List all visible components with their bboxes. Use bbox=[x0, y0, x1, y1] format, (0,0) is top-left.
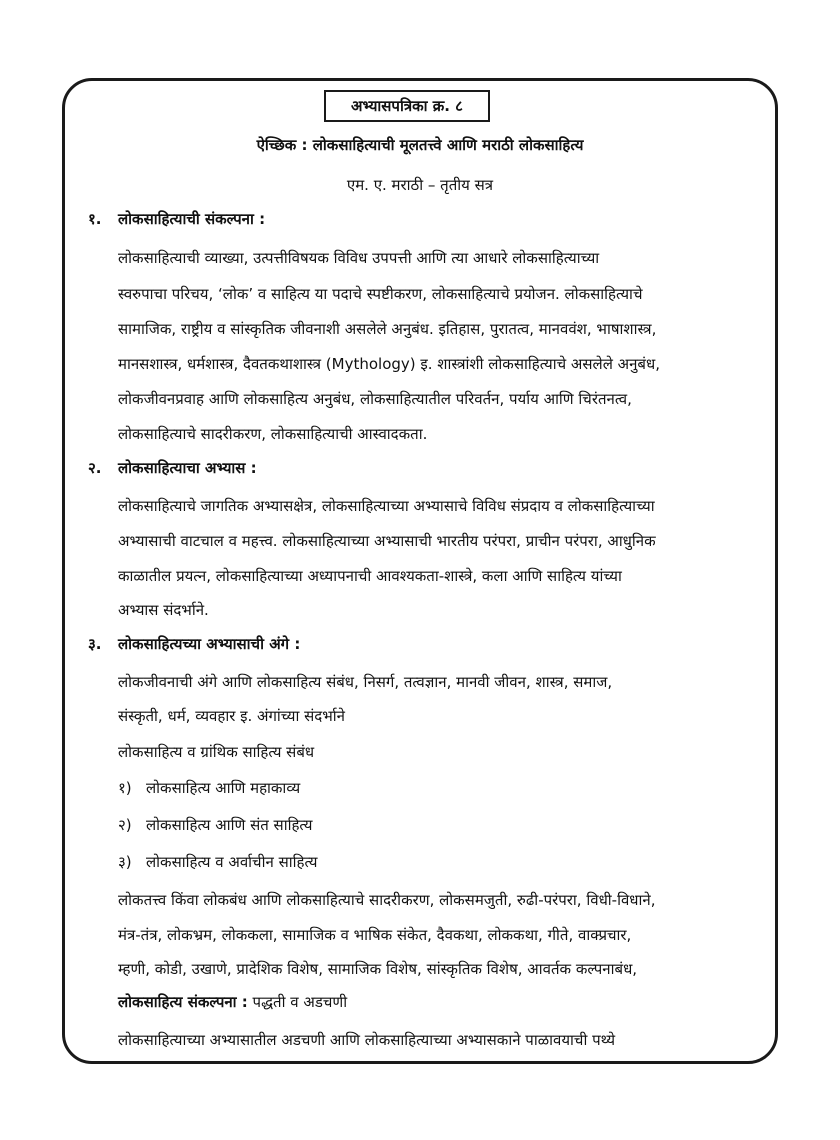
section-heading-text: लोकसाहित्याची संकल्पना : bbox=[118, 210, 266, 228]
list-item-number: १) bbox=[118, 779, 132, 797]
section-3-after-line-1: लोकतत्त्व किंवा लोकबंध आणि लोकसाहित्याचे सादरीकरण, लोकसमजुती, रुढी-परंपरा, विधी-विधाने, bbox=[118, 891, 656, 909]
section-1-line-6: लोकसाहित्याचे सादरीकरण, लोकसाहित्याची आस्वादकता. bbox=[118, 425, 428, 443]
section-3-line-3: लोकसाहित्य व ग्रांथिक साहित्य संबंध bbox=[118, 743, 315, 761]
text-line: लोकसाहित्याची व्याख्या, उत्पत्तीविषयक विविध उपपत्ती आणि त्या आधारे लोकसाहित्याच्या bbox=[118, 249, 600, 267]
section-1-line-5: लोकजीवनप्रवाह आणि लोकसाहित्य अनुबंध, लोकसाहित्यातील परिवर्तन, पर्याय आणि चिरंतनत्व, bbox=[118, 390, 632, 408]
paper-number-title: अभ्यासपत्रिका क्र. ८ bbox=[351, 97, 463, 115]
list-item-number: ३) bbox=[118, 853, 132, 871]
section-3-line-1: लोकजीवनाची अंगे आणि लोकसाहित्य संबंध, निसर्ग, तत्वज्ञान, मानवी जीवन, शास्त्र, समाज, bbox=[118, 673, 613, 691]
section-1-heading bbox=[88, 212, 265, 227]
section-3-final-line: लोकसाहित्याच्या अभ्यासातील अडचणी आणि लोकसाहित्याच्या अभ्यासकाने पाळावयाची पथ्ये bbox=[118, 1031, 616, 1049]
section-number: १. bbox=[88, 210, 102, 228]
list-item-3 bbox=[118, 855, 318, 870]
list-item-number: २) bbox=[118, 816, 132, 834]
section-3-after-line-2: मंत्र-तंत्र, लोकभ्रम, लोककला, सामाजिक व भाषिक संकेत, दैवकथा, लोककथा, गीते, वाक्प्रचार, bbox=[118, 926, 632, 944]
list-item-2 bbox=[118, 818, 312, 833]
section-1-line-1 bbox=[118, 251, 752, 266]
section-2-line-1: लोकसाहित्याचे जागतिक अभ्यासक्षेत्र, लोकसाहित्याच्या अभ्यासाचे विविध संप्रदाय व लोकसाहित्याच्या bbox=[118, 497, 655, 515]
section-heading-text: लोकसाहित्याचा अभ्यास : bbox=[118, 459, 257, 477]
list-item-text: लोकसाहित्य व अर्वाचीन साहित्य bbox=[146, 853, 318, 871]
section-2-heading bbox=[88, 461, 257, 476]
section-3-heading bbox=[88, 637, 300, 652]
section-heading-text: लोकसाहित्यच्या अभ्यासाची अंगे : bbox=[118, 635, 301, 653]
list-item-text: लोकसाहित्य आणि संत साहित्य bbox=[146, 816, 313, 834]
sub-heading-bold: लोकसाहित्य संकल्पना : bbox=[118, 993, 248, 1011]
paper-subtitle: ऐच्छिक : लोकसाहित्याची मूलतत्त्वे आणि मराठी लोकसाहित्य bbox=[256, 136, 584, 154]
section-2-line-3: काळातील प्रयत्न, लोकसाहित्याच्या अध्यापनाची आवश्यकता-शास्त्रे, कला आणि साहित्य यांच्या bbox=[118, 567, 622, 585]
section-2-line-2: अभ्यासाची वाटचाल व महत्त्व. लोकसाहित्याच्या अभ्यासाची भारतीय परंपरा, प्राचीन परंपरा, आधुनिक bbox=[118, 532, 656, 550]
section-1-line-3: सामाजिक, राष्ट्रीय व सांस्कृतिक जीवनाशी असलेले अनुबंध. इतिहास, पुरातत्व, मानववंश, भाषाशास्त्र, bbox=[118, 320, 657, 338]
section-number: ३. bbox=[88, 635, 102, 653]
section-2-line-4: अभ्यास संदर्भाने. bbox=[118, 601, 209, 619]
section-3-line-2: संस्कृती, धर्म, व्यवहार इ. अंगांच्या संदर्भाने bbox=[118, 707, 345, 725]
list-item-text: लोकसाहित्य आणि महाकाव्य bbox=[146, 779, 301, 797]
paper-number-box bbox=[324, 90, 490, 122]
section-number: २. bbox=[88, 459, 102, 477]
sub-heading-rest: पद्धती व अडचणी bbox=[247, 993, 348, 1011]
course-title: एम. ए. मराठी – तृतीय सत्र bbox=[346, 176, 494, 194]
section-1-line-2: स्वरुपाचा परिचय, ‘लोक’ व साहित्य या पदाचे स्पष्टीकरण, लोकसाहित्याचे प्रयोजन. लोकसाहित्याचे bbox=[118, 285, 643, 303]
section-3-after-line-3: म्हणी, कोडी, उखाणे, प्रादेशिक विशेष, सामाजिक विशेष, सांस्कृतिक विशेष, आवर्तक कल्पनाबंध, bbox=[118, 960, 638, 978]
section-3-sub-heading bbox=[118, 995, 347, 1010]
list-item-1 bbox=[118, 781, 300, 796]
section-1-line-4: मानसशास्त्र, धर्मशास्त्र, दैवतकथाशास्त्र (Mythology) इ. शास्त्रांशी लोकसाहित्याचे असलेले अनुबंध, bbox=[118, 355, 660, 373]
